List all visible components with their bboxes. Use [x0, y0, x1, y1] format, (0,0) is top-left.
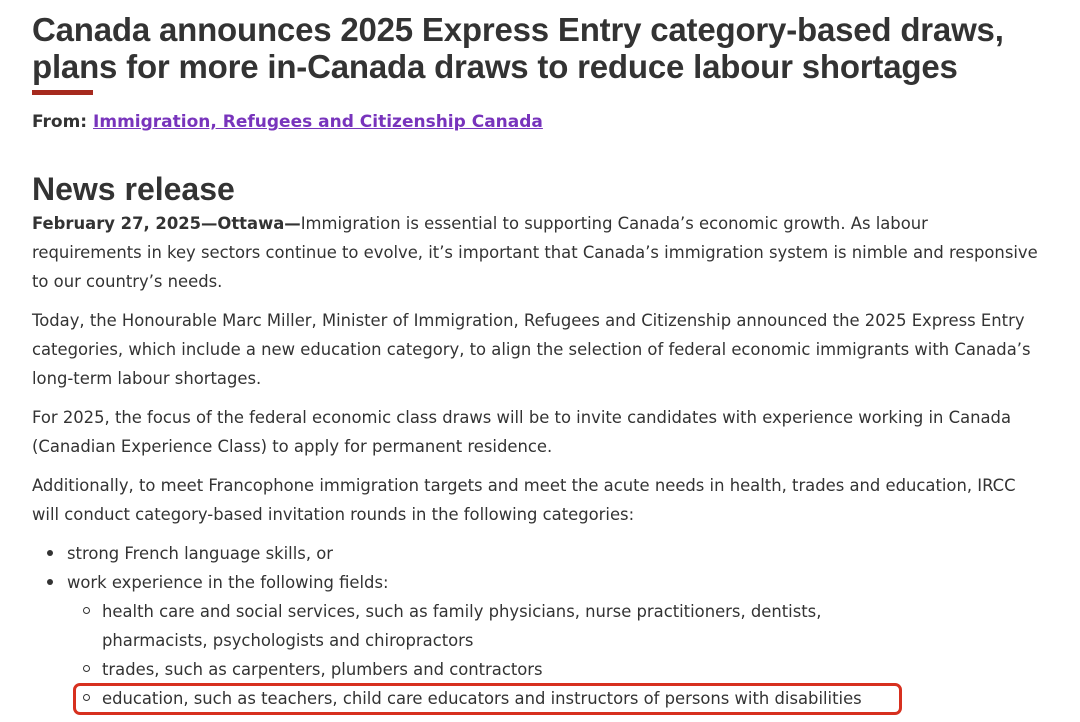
work-fields-list: [67, 597, 1052, 713]
section-heading: News release: [32, 171, 235, 207]
from-line: [32, 111, 1052, 133]
from-label: From:: [32, 112, 88, 132]
paragraph-announcement: Today, the Honourable Marc Miller, Minister of Immigration, Refugees and Citizenship announced the 2025 Express Entry categories, which include a new education category, to align the selection of federal economic immigrants with Canada’s long-term labour shortages.: [32, 311, 1031, 388]
page-title: Canada announces 2025 Express Entry category-based draws, plans for more in-Canada draws to reduce labour shortages: [32, 11, 1004, 85]
list-item-work-experience: [67, 568, 1052, 713]
paragraph-intro-text: Immigration is essential to supporting Canada’s economic growth. As labour requirements in key sectors continue to evolve, it’s important that Canada’s immigration system is nimble and responsive to our country’s needs.: [32, 214, 1038, 291]
sub-item-education: education, such as teachers, child care educators and instructors of persons with disabilities: [102, 684, 932, 713]
list-item-text: strong French language skills, or: [67, 544, 334, 563]
title-underline-rule: [32, 90, 93, 95]
list-item-text: work experience in the following fields:: [67, 573, 389, 592]
list-item-french: [67, 539, 1052, 568]
sub-item-health-care: health care and social services, such as family physicians, nurse practitioners, dentists, pharmacists, psychologists and chiropractors: [102, 597, 932, 655]
paragraph-categories: Additionally, to meet Francophone immigration targets and meet the acute needs in health, trades and education, IRCC will conduct category-based invitation rounds in the following categories:: [32, 476, 1016, 524]
category-list: [32, 539, 1052, 713]
paragraph-intro: [32, 209, 1042, 296]
sub-item-trades: trades, such as carpenters, plumbers and contractors: [102, 655, 932, 684]
dateline: February 27, 2025—Ottawa—: [32, 214, 301, 233]
paragraph-focus: For 2025, the focus of the federal economic class draws will be to invite candidates with experience working in Canada (Canadian Experience Class) to apply for permanent residence.: [32, 408, 1011, 456]
department-link[interactable]: Immigration, Refugees and Citizenship Canada: [93, 112, 543, 132]
news-article: [32, 0, 1052, 713]
